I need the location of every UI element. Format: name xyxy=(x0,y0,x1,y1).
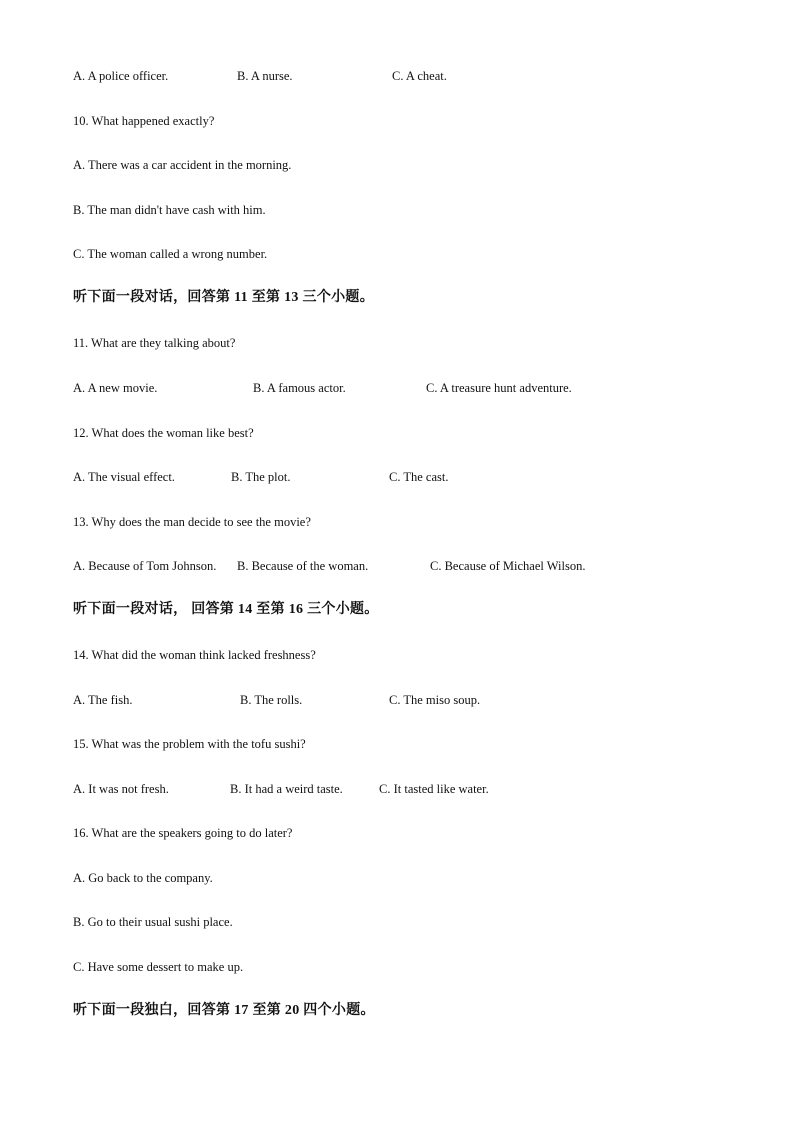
q16-option-c: C. Have some dessert to make up. xyxy=(73,960,244,974)
q13-question: 13. Why does the man decide to see the movie? xyxy=(73,515,311,529)
q10-option-a: A. There was a car accident in the morning. xyxy=(73,158,292,172)
q15-option-b: B. It had a weird taste. xyxy=(230,782,343,796)
q16-option-a: A. Go back to the company. xyxy=(73,871,213,885)
q12-option-b: B. The plot. xyxy=(231,470,291,484)
q16-question: 16. What are the speakers going to do later? xyxy=(73,826,293,840)
q13-option-a: A. Because of Tom Johnson. xyxy=(73,559,217,573)
q14-option-a: A. The fish. xyxy=(73,693,133,707)
q10-question: 10. What happened exactly? xyxy=(73,114,215,128)
q12-option-c: C. The cast. xyxy=(389,470,449,484)
q13-option-c: C. Because of Michael Wilson. xyxy=(430,559,586,573)
q11-option-b: B. A famous actor. xyxy=(253,381,346,395)
q12-option-a: A. The visual effect. xyxy=(73,470,175,484)
q10-option-b: B. The man didn't have cash with him. xyxy=(73,203,266,217)
q14-option-b: B. The rolls. xyxy=(240,693,303,707)
q10-option-c: C. The woman called a wrong number. xyxy=(73,247,268,261)
q14-option-c: C. The miso soup. xyxy=(389,693,481,707)
q14-question: 14. What did the woman think lacked freshness? xyxy=(73,648,316,662)
section-heading-17-20: 听下面一段独白，回答第 17 至第 20 四个小题。 xyxy=(73,1003,375,1018)
q11-question: 11. What are they talking about? xyxy=(73,336,236,350)
q9-option-c: C. A cheat. xyxy=(392,69,447,83)
q15-option-a: A. It was not fresh. xyxy=(73,782,169,796)
q13-option-b: B. Because of the woman. xyxy=(237,559,369,573)
q9-option-a: A. A police officer. xyxy=(73,69,169,83)
section-heading-11-13: 听下面一段对话，回答第 11 至第 13 三个小题。 xyxy=(73,290,375,305)
q12-question: 12. What does the woman like best? xyxy=(73,426,254,440)
q11-option-a: A. A new movie. xyxy=(73,381,158,395)
q11-option-c: C. A treasure hunt adventure. xyxy=(426,381,572,395)
section-heading-14-16: 听下面一段对话， 回答第 14 至第 16 三个小题。 xyxy=(73,602,379,617)
q15-question: 15. What was the problem with the tofu sushi? xyxy=(73,737,306,751)
q9-option-b: B. A nurse. xyxy=(237,69,293,83)
q16-option-b: B. Go to their usual sushi place. xyxy=(73,915,233,929)
q15-option-c: C. It tasted like water. xyxy=(379,782,489,796)
